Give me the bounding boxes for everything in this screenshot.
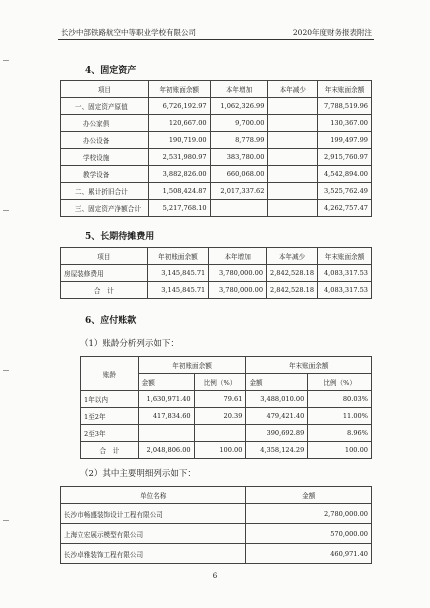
closing-amount: 479,421.40	[246, 408, 308, 425]
opening-balance: 1,508,424.87	[148, 183, 210, 200]
header-rule	[58, 39, 374, 40]
opening-balance: 5,217,768.10	[148, 200, 210, 217]
column-header: 本年减少	[268, 81, 318, 98]
closing-balance: 3,525,762.49	[318, 183, 372, 200]
company-name: 上海立宏展示模型有限公司	[61, 524, 246, 544]
table-row	[61, 149, 372, 166]
company-name: 长沙卓雅装饰工程有限公司	[61, 544, 246, 564]
closing-balance: 130,367.00	[318, 115, 372, 132]
company-name: 长沙市畅盛装饰设计工程有限公司	[61, 504, 246, 524]
table-row	[61, 282, 372, 299]
decrease	[268, 200, 318, 217]
column-header: 金额	[138, 374, 194, 391]
table-row	[81, 442, 372, 459]
closing-amount: 3,488,010.00	[246, 391, 308, 408]
decrease	[268, 149, 318, 166]
table-row	[81, 391, 372, 408]
margin-tick	[3, 60, 9, 61]
opening-balance: 190,719.00	[148, 132, 210, 149]
table-row	[61, 544, 372, 564]
table-row	[61, 265, 372, 282]
decrease	[268, 98, 318, 115]
closing-balance: 4,083,317.53	[318, 265, 372, 282]
column-header: 本年减少	[267, 248, 318, 265]
column-header: 比例（%）	[194, 374, 246, 391]
increase	[210, 200, 268, 217]
closing-balance: 4,262,757.47	[318, 200, 372, 217]
aging-subtitle: （1）账龄分析列示如下：	[80, 339, 179, 349]
increase: 9,700.00	[210, 115, 268, 132]
row-label: 二、累计折旧合计	[61, 183, 149, 200]
row-label: 学校设施	[61, 149, 149, 166]
column-group-header: 年初账面余额	[138, 357, 246, 374]
page-number: 6	[212, 572, 218, 580]
opening-balance: 2,531,980.97	[148, 149, 210, 166]
column-header: 年末账面余额	[318, 248, 372, 265]
aging-label: 2至3年	[81, 425, 139, 442]
amount: 2,780,000.00	[246, 504, 372, 524]
decrease: 2,842,528.18	[267, 282, 318, 299]
opening-amount: 417,834.60	[138, 408, 194, 425]
row-label: 教学设备	[61, 166, 149, 183]
column-header: 年末账面余额	[318, 81, 372, 98]
column-header: 金额	[246, 374, 308, 391]
closing-ratio: 8.96%	[308, 425, 372, 442]
closing-amount: 4,358,124.29	[246, 442, 308, 459]
column-header: 账龄	[81, 357, 139, 391]
table-row	[61, 504, 372, 524]
opening-balance: 3,145,845.71	[147, 265, 209, 282]
aging-label: 1年以内	[81, 391, 139, 408]
closing-ratio: 11.00%	[308, 408, 372, 425]
table-row	[81, 425, 372, 442]
closing-balance: 199,497.99	[318, 132, 372, 149]
decrease: 2,842,528.18	[267, 265, 318, 282]
table-row	[61, 524, 372, 544]
closing-balance: 4,542,894.00	[318, 166, 372, 183]
table-row	[61, 98, 372, 115]
amount: 570,000.00	[246, 524, 372, 544]
opening-ratio: 20.39	[194, 408, 246, 425]
row-label: 办公家俱	[61, 115, 149, 132]
opening-ratio: 100.00	[194, 442, 246, 459]
closing-ratio: 80.03%	[308, 391, 372, 408]
closing-ratio: 100.00	[308, 442, 372, 459]
column-group-header: 年末账面余额	[246, 357, 372, 374]
fixed-assets-table	[60, 80, 372, 217]
opening-balance: 3,145,845.71	[147, 282, 209, 299]
opening-balance: 3,882,826.00	[148, 166, 210, 183]
increase: 3,780,000.00	[209, 265, 267, 282]
amount: 460,971.40	[246, 544, 372, 564]
decrease	[268, 115, 318, 132]
margin-tick	[3, 520, 9, 521]
row-label: 三、固定资产净额合计	[61, 200, 149, 217]
table-row	[61, 132, 372, 149]
aging-label: 合 计	[81, 442, 139, 459]
increase: 383,780.00	[210, 149, 268, 166]
opening-balance: 6,726,192.97	[148, 98, 210, 115]
column-header: 金额	[246, 487, 372, 504]
table-row	[61, 183, 372, 200]
column-header: 本年增加	[210, 81, 268, 98]
row-label: 一、固定资产原值	[61, 98, 149, 115]
aging-table	[80, 356, 372, 459]
row-label: 合 计	[61, 282, 148, 299]
opening-amount	[138, 425, 194, 442]
column-header: 项目	[61, 81, 149, 98]
closing-balance: 4,083,317.53	[318, 282, 372, 299]
increase: 8,778.99	[210, 132, 268, 149]
opening-ratio	[194, 425, 246, 442]
row-label: 办公设备	[61, 132, 149, 149]
opening-ratio: 79.61	[194, 391, 246, 408]
header-organization: 长沙中部铁路航空中等职业学校有限公司	[61, 28, 196, 37]
section-title-fixed-assets: 4、固定资产	[85, 66, 137, 76]
long-term-prepaid-table	[60, 247, 372, 299]
closing-balance: 2,915,760.97	[318, 149, 372, 166]
detail-subtitle: （2）其中主要明细列示如下：	[80, 469, 196, 479]
column-header: 项目	[61, 248, 148, 265]
closing-balance: 7,788,519.96	[318, 98, 372, 115]
column-header: 比例（%）	[308, 374, 372, 391]
row-label: 房屋装修费用	[61, 265, 148, 282]
table-row	[61, 200, 372, 217]
decrease	[268, 132, 318, 149]
increase: 1,062,326.99	[210, 98, 268, 115]
margin-tick	[3, 370, 9, 371]
increase: 3,780,000.00	[209, 282, 267, 299]
opening-amount: 2,048,806.00	[138, 442, 194, 459]
decrease	[268, 166, 318, 183]
section-title-long-term-prepaid: 5、长期待摊费用	[85, 232, 155, 242]
payables-detail-table	[60, 486, 372, 564]
table-row	[81, 408, 372, 425]
increase: 2,017,337.62	[210, 183, 268, 200]
decrease	[268, 183, 318, 200]
column-header: 年初账面余额	[147, 248, 209, 265]
column-header: 单位名称	[61, 487, 246, 504]
aging-label: 1至2年	[81, 408, 139, 425]
opening-amount: 1,630,971.40	[138, 391, 194, 408]
column-header: 年初账面余额	[148, 81, 210, 98]
closing-amount: 390,692.89	[246, 425, 308, 442]
column-header: 本年增加	[209, 248, 267, 265]
table-row	[61, 115, 372, 132]
table-row	[61, 166, 372, 183]
opening-balance: 120,667.00	[148, 115, 210, 132]
increase: 660,068.00	[210, 166, 268, 183]
header-report-title: 2020年度财务报表附注	[292, 28, 372, 37]
section-title-accounts-payable: 6、应付账款	[85, 316, 137, 326]
margin-tick	[3, 210, 9, 211]
